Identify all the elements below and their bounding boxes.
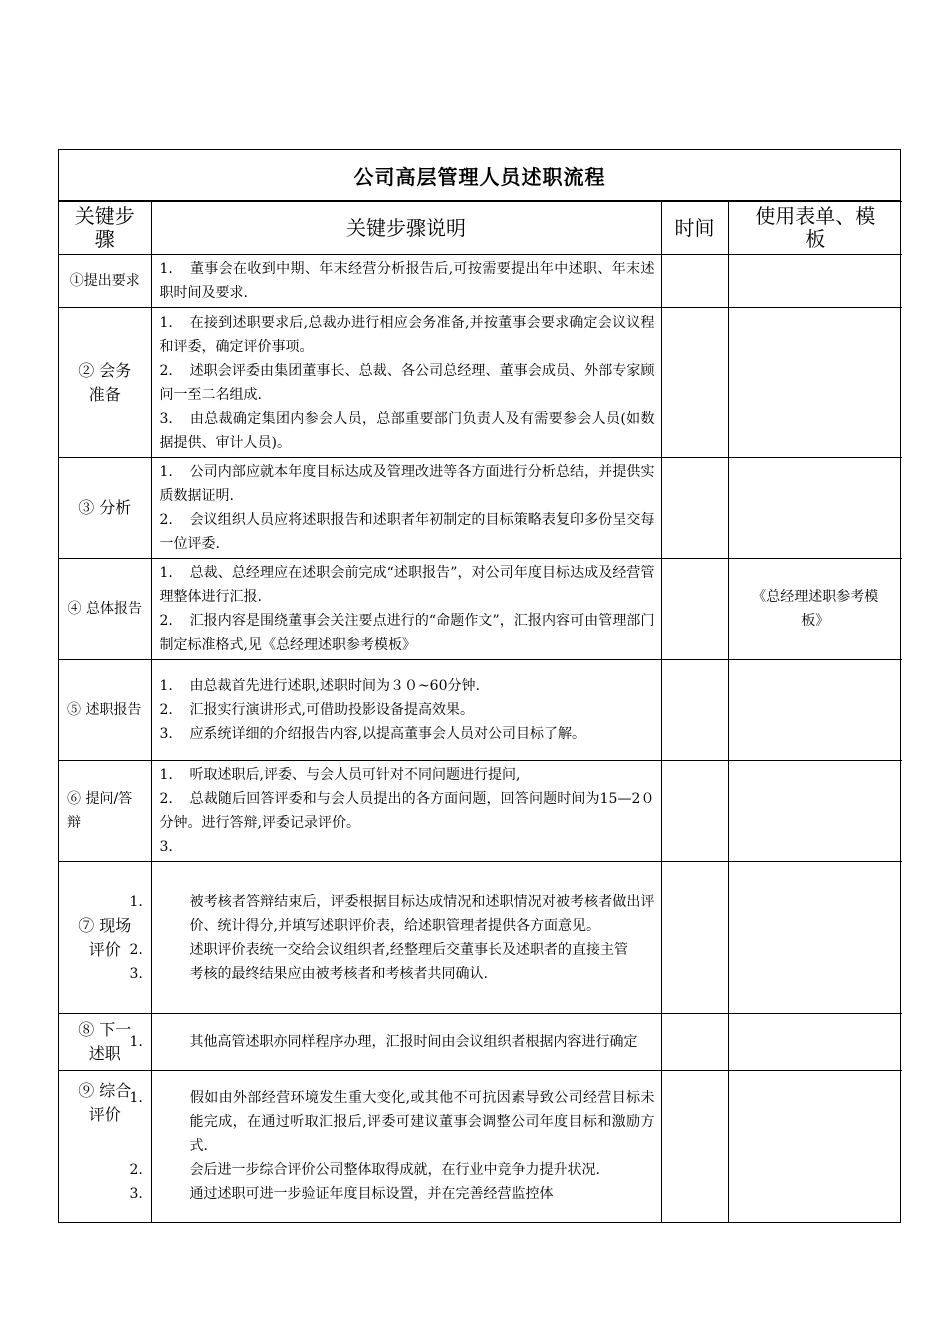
time-cell	[661, 862, 728, 1014]
desc-item: 1. 其他高管述职亦同样程序办理，汇报时间由会议组织者根据内容进行确定	[129, 1034, 638, 1050]
form-cell	[728, 458, 902, 559]
form-cell	[728, 308, 902, 458]
header-desc: 关键步骤说明	[151, 202, 661, 255]
desc-cell	[151, 559, 661, 660]
desc-item: 1. 董事会在收到中期、年末经营分析报告后,可按需要提出年中述职、年末述职时间及要求.	[159, 261, 655, 301]
time-cell	[661, 660, 728, 761]
desc-item: 1. 被考核者答辩结束后，评委根据目标达成情况和述职情况对被考核者做出评价、统计得分,并填写述职评价表，给述职管理者提供各方面意见。	[129, 893, 655, 934]
time-cell	[661, 255, 728, 308]
desc-cell	[151, 458, 661, 559]
desc-item: 1. 由总裁首先进行述职,述职时间为３０~60分钟.	[159, 678, 480, 694]
table-row	[59, 660, 902, 761]
table-row	[59, 1014, 902, 1071]
form-cell: 《总经理述职参考模板》	[728, 559, 902, 660]
form-cell	[728, 1014, 902, 1071]
desc-cell	[151, 660, 661, 761]
desc-item: 3. 应系统详细的介绍报告内容,以提高董事会人员对公司目标了解。	[159, 726, 586, 742]
desc-item: 3. 考核的最终结果应由被考核者和考核者共同确认.	[129, 965, 488, 982]
desc-item: 3. 通过述职可进一步验证年度目标设置，并在完善经营监控体	[129, 1186, 554, 1203]
process-table	[59, 201, 902, 1222]
table-row	[59, 458, 902, 559]
time-cell	[661, 761, 728, 862]
desc-cell	[129, 1014, 661, 1071]
desc-item: 1. 假如由外部经营环境发生重大变化,或其他不可抗因素导致公司经营目标未能完成，在通过听取汇报后,评委可建议董事会调整公司年度目标和激励方式.	[129, 1090, 655, 1155]
time-cell	[661, 458, 728, 559]
form-cell	[728, 660, 902, 761]
desc-item: 2. 述职评价表统一交给会议组织者,经整理后交董事长及述职者的直接主管	[129, 941, 628, 958]
table-row	[59, 308, 902, 458]
time-cell	[661, 1071, 728, 1222]
table-row	[59, 559, 902, 660]
step-cell: ④ 总体报告	[59, 559, 151, 660]
time-cell	[661, 308, 728, 458]
table-row	[59, 761, 902, 862]
desc-cell	[151, 761, 661, 862]
step-cell: ①提出要求	[59, 255, 151, 308]
desc-item: 2. 汇报内容是围绕董事会关注要点进行的“命题作文”，汇报内容可由管理部门制定标准格式,见《总经理述职参考模板》	[159, 613, 655, 653]
header-time: 时间	[661, 202, 728, 255]
sheet-title: 公司高层管理人员述职流程	[59, 150, 900, 201]
header-form: 使用表单、模板	[728, 202, 902, 255]
step-cell: ⑦ 现场评价	[59, 862, 151, 1014]
desc-item: 3. 由总裁确定集团内参会人员，总部重要部门负责人及有需要参会人员(如数据提供、审计人员)。	[159, 410, 655, 451]
step-cell: ⑧ 下一述职	[59, 1014, 151, 1071]
desc-item: 2. 会后进一步综合评价公司整体取得成就，在行业中竞争力提升状况.	[129, 1162, 600, 1179]
desc-cell	[129, 862, 661, 1014]
desc-item: 2. 汇报实行演讲形式,可借助投影设备提高效果。	[159, 702, 474, 718]
desc-item: 1. 在接到述职要求后,总裁办进行相应会务准备,并按董事会要求确定会议议程和评委，确定评价事项。	[159, 314, 655, 355]
form-cell	[728, 1071, 902, 1222]
header-step: 关键步骤	[59, 202, 151, 255]
table-row	[59, 255, 902, 308]
time-cell	[661, 1014, 728, 1071]
desc-cell	[151, 255, 661, 308]
desc-item: 2. 会议组织人员应将述职报告和述职者年初制定的目标策略表复印多份呈交每一位评委.	[159, 512, 655, 552]
table-row	[59, 1071, 902, 1222]
desc-item: 3.	[159, 839, 173, 855]
form-cell	[728, 255, 902, 308]
desc-item: 1. 公司内部应就本年度目标达成及管理改进等各方面进行分析总结，并提供实质数据证明.	[159, 464, 655, 504]
form-cell	[728, 761, 902, 862]
process-sheet	[58, 149, 901, 1223]
table-row	[59, 862, 902, 1014]
desc-item: 1. 听取述职后,评委、与会人员可针对不同问题进行提问,	[159, 767, 521, 783]
header-row	[59, 202, 902, 255]
desc-cell	[151, 308, 661, 458]
step-cell: ⑨ 综合评价	[59, 1071, 151, 1222]
step-cell: ⑤ 述职报告	[59, 660, 151, 761]
form-cell	[728, 862, 902, 1014]
step-cell: ⑥ 提问/答辩	[59, 761, 151, 862]
desc-item: 2. 述职会评委由集团董事长、总裁、各公司总经理、董事会成员、外部专家顾问一至二名组成.	[159, 362, 655, 403]
desc-item: 1. 总裁、总经理应在述职会前完成“述职报告”，对公司年度目标达成及经营管理整体进行汇报.	[159, 565, 655, 605]
desc-cell	[129, 1071, 661, 1222]
step-cell: ② 会务准备	[59, 308, 151, 458]
desc-item: 2. 总裁随后回答评委和与会人员提出的各方面问题，回答问题时间为15—2０分钟。进行答辩,评委记录评价。	[159, 791, 655, 831]
step-cell: ③ 分析	[59, 458, 151, 559]
time-cell	[661, 559, 728, 660]
